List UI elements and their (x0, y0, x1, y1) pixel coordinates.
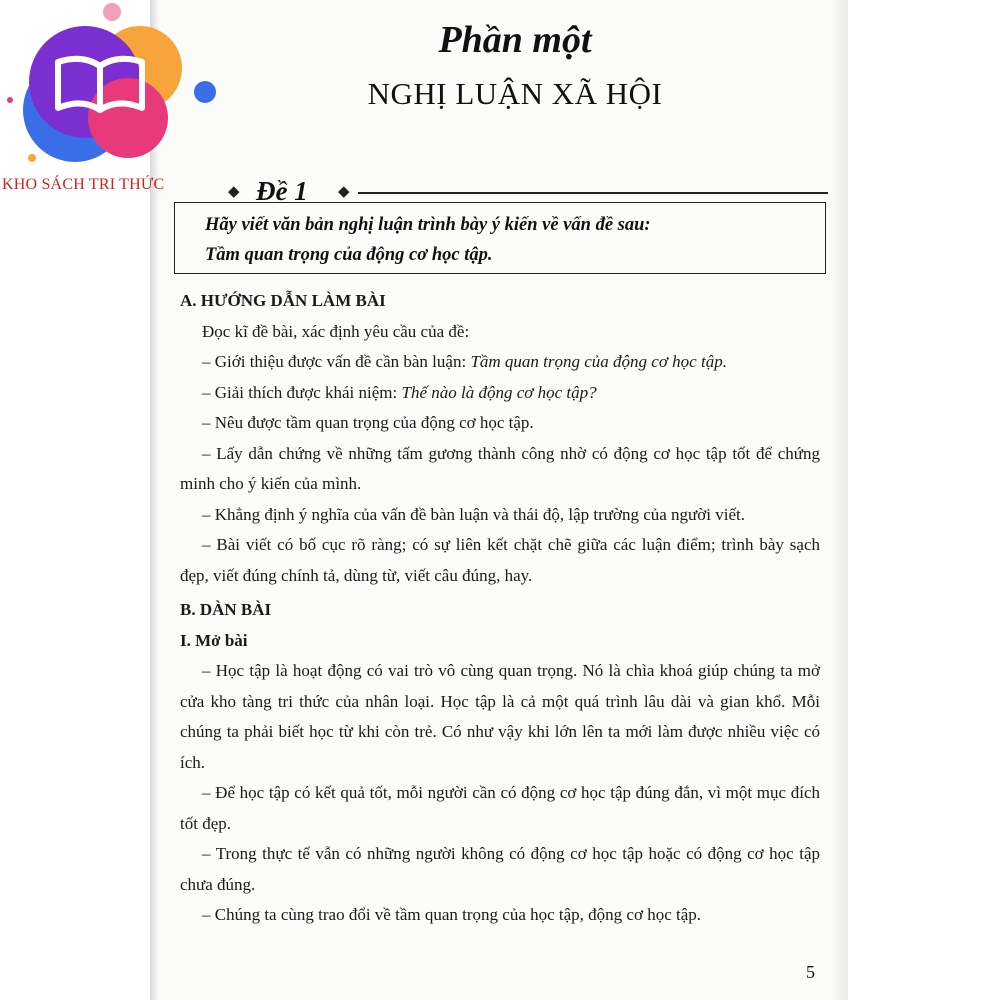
guide-item-emphasis: Tầm quan trọng của động cơ học tập. (470, 352, 727, 371)
outline-paragraph: – Học tập là hoạt động có vai trò vô cùng quan trọng. Nó là chìa khoá giúp chúng ta mở cửa kho tàng tri thức của nhân loại. Học tập là cả một quá trình lâu dài và gian khổ. Mỗi chúng ta phải biết học từ khi còn trẻ. Có như vậy khi lớn lên ta mới làm được nhiều việc có ích. (180, 661, 820, 772)
outline-paragraph: – Trong thực tế vẫn có những người không có động cơ học tập hoặc có động cơ học tập chưa đúng. (180, 844, 820, 894)
guide-item (180, 378, 820, 409)
guide-item: – Bài viết có bố cục rõ ràng; có sự liên kết chặt chẽ giữa các luận điểm; trình bày sạch đẹp, viết đúng chính tả, dùng từ, viết câu đúng, hay. (180, 535, 820, 585)
part-label: Phần một (438, 19, 592, 61)
diamond-icon: ◆ (228, 182, 240, 200)
guide-item-text: – Giới thiệu được vấn đề cần bàn luận: (202, 352, 471, 371)
outline-paragraph: – Chúng ta cùng trao đổi về tầm quan trọng của học tập, động cơ học tập. (202, 905, 702, 924)
section-a-intro: Đọc kĩ đề bài, xác định yêu cầu của đề: (202, 321, 470, 341)
guide-item (180, 347, 820, 378)
page-content (180, 286, 820, 931)
exam-prompt-line: Tầm quan trọng của động cơ học tập. (205, 245, 493, 265)
guide-item-text: – Giải thích được khái niệm: (202, 382, 402, 402)
guide-item: – Nêu được tầm quan trọng của động cơ học tập. (202, 413, 534, 432)
guide-item: – Lấy dẫn chứng về những tấm gương thành công nhờ có động cơ học tập tốt để chứng minh cho ý kiến của mình. (180, 443, 820, 493)
section-b-subheading: I. Mở bài (180, 630, 248, 650)
exam-prompt-box (174, 202, 826, 274)
exam-prompt-line: Hãy viết văn bản nghị luận trình bày ý kiến về vấn đề sau: (205, 215, 651, 235)
outline-paragraph: – Để học tập có kết quả tốt, mỗi người cần có động cơ học tập đúng đắn, vì một mục đích tốt đẹp. (180, 783, 820, 833)
guide-item-emphasis: Thế nào là động cơ học tập? (401, 382, 597, 402)
diamond-icon: ◆ (338, 182, 350, 200)
page-edge-shade (830, 0, 848, 1000)
part-title: NGHỊ LUẬN XÃ HỘI (367, 76, 663, 111)
guide-item: – Khẳng định ý nghĩa của vấn đề bàn luận và thái độ, lập trường của người viết. (202, 504, 745, 524)
exam-label: Đề 1 (256, 176, 308, 206)
heading-rule (358, 192, 828, 194)
section-b-heading: B. DÀN BÀI (180, 600, 272, 619)
section-a-heading: A. HƯỚNG DẪN LÀM BÀI (180, 291, 386, 310)
page-number: 5 (806, 962, 815, 982)
logo-caption: KHO SÁCH TRI THỨC (2, 176, 165, 193)
